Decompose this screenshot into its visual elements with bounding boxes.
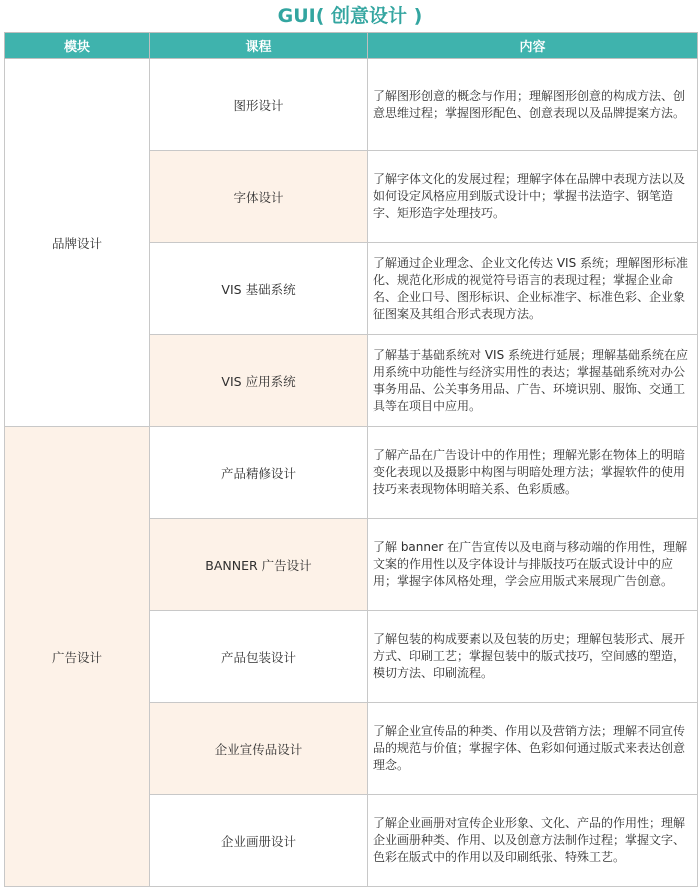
course-cell: 产品包装设计 (150, 611, 368, 703)
content-cell: 了解产品在广告设计中的作用性；理解光影在物体上的明暗变化表现以及摄影中构图与明暗处理方法；掌握软件的使用技巧来表现物体明暗关系、色彩质感。 (368, 427, 698, 519)
course-table (4, 32, 698, 887)
course-cell: 字体设计 (150, 151, 368, 243)
course-cell: BANNER 广告设计 (150, 519, 368, 611)
course-cell: 图形设计 (150, 59, 368, 151)
module-cell: 品牌设计 (5, 59, 150, 427)
table-row (5, 427, 698, 519)
course-cell: 企业画册设计 (150, 795, 368, 887)
content-cell: 了解图形创意的概念与作用；理解图形创意的构成方法、创意思维过程；掌握图形配色、创意表现以及品牌提案方法。 (368, 59, 698, 151)
module-cell: 广告设计 (5, 427, 150, 887)
content-cell: 了解包装的构成要素以及包装的历史；理解包装形式、展开方式、印刷工艺；掌握包装中的版式技巧，空间感的塑造，模切方法、印刷流程。 (368, 611, 698, 703)
content-cell: 了解基于基础系统对 VIS 系统进行延展；理解基础系统在应用系统中功能性与经济实用性的表达；掌握基础系统对办公事务用品、公关事务用品、广告、环境识别、服饰、交通工具等在项目中应用。 (368, 335, 698, 427)
content-cell: 了解企业宣传品的种类、作用以及营销方法；理解不同宣传品的规范与价值；掌握字体、色彩如何通过版式来表达创意理念。 (368, 703, 698, 795)
content-cell: 了解企业画册对宣传企业形象、文化、产品的作用性；理解企业画册种类、作用、以及创意方法制作过程；掌握文字、色彩在版式中的作用以及印刷纸张、特殊工艺。 (368, 795, 698, 887)
course-cell: 产品精修设计 (150, 427, 368, 519)
table-row (5, 59, 698, 151)
course-cell: 企业宣传品设计 (150, 703, 368, 795)
table-header-row (5, 33, 698, 59)
content-cell: 了解 banner 在广告宣传以及电商与移动端的作用性，理解文案的作用性以及字体设计与排版技巧在版式设计中的应用；掌握字体风格处理，学会应用版式来展现广告创意。 (368, 519, 698, 611)
header-course: 课程 (150, 33, 368, 59)
course-cell: VIS 基础系统 (150, 243, 368, 335)
page-title: GUI( 创意设计 ) (277, 5, 423, 27)
content-cell: 了解字体文化的发展过程；理解字体在品牌中表现方法以及如何设定风格应用到版式设计中；掌握书法造字、钢笔造字、矩形造字处理技巧。 (368, 151, 698, 243)
header-content: 内容 (368, 33, 698, 59)
header-module: 模块 (5, 33, 150, 59)
course-cell: VIS 应用系统 (150, 335, 368, 427)
content-cell: 了解通过企业理念、企业文化传达 VIS 系统；理解图形标准化、规范化形成的视觉符号语言的表现过程；掌握企业命名、企业口号、图形标识、企业标准字、标准色彩、企业象征图案及其组合形式表现方法。 (368, 243, 698, 335)
